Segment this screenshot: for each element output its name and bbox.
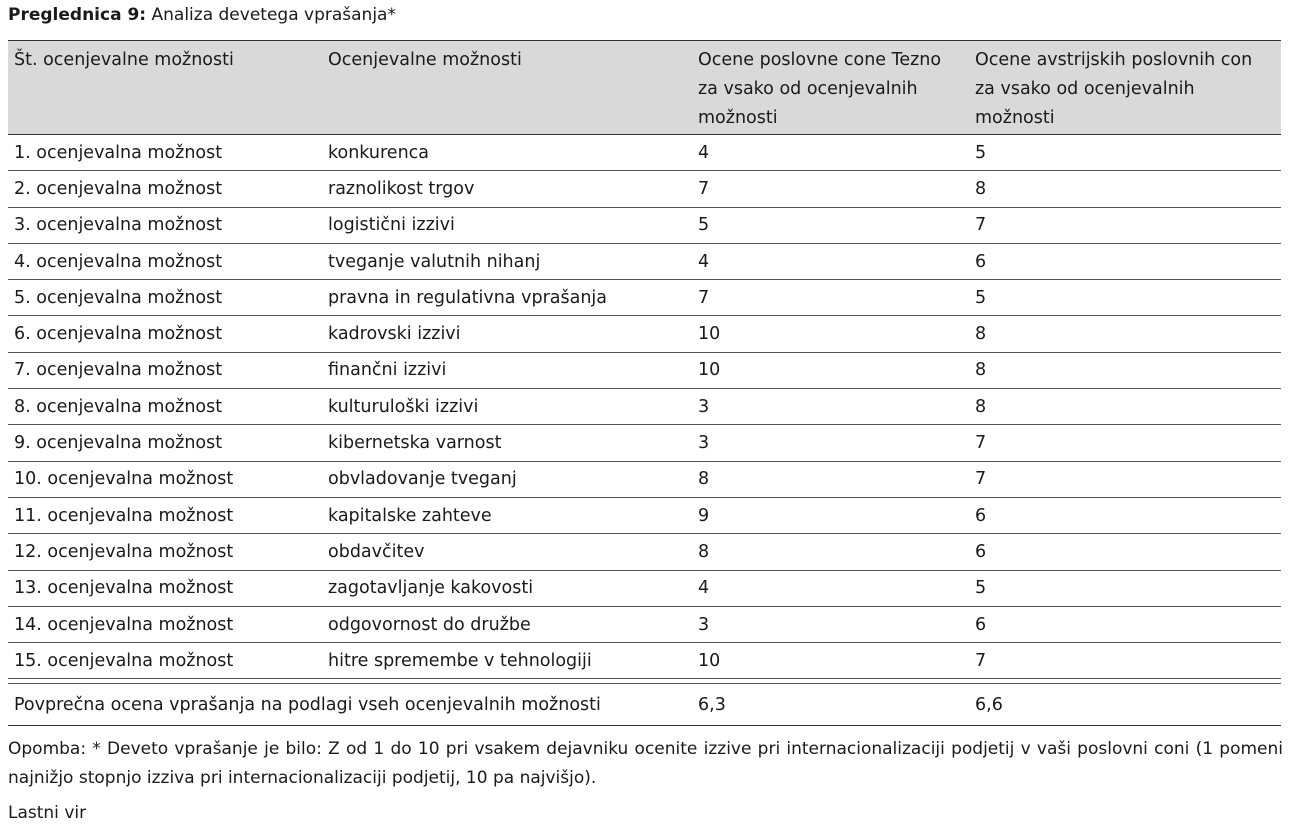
table-row: [8, 352, 1281, 388]
table-body: [8, 135, 1281, 726]
row-option: raznolikost trgov: [322, 171, 692, 207]
row-number: 7. ocenjevalna možnost: [8, 352, 322, 388]
caption-label: Preglednica 9:: [8, 5, 147, 25]
row-option: obdavčitev: [322, 534, 692, 570]
row-number: 9. ocenjevalna možnost: [8, 425, 322, 461]
row-number: 15. ocenjevalna možnost: [8, 643, 322, 679]
header-option: Ocenjevalne možnosti: [322, 41, 692, 135]
row-austria-score: 6: [969, 497, 1281, 533]
row-tezno-score: 9: [692, 497, 969, 533]
row-tezno-score: 3: [692, 425, 969, 461]
row-austria-score: 7: [969, 461, 1281, 497]
row-number: 1. ocenjevalna možnost: [8, 135, 322, 171]
row-austria-score: 8: [969, 389, 1281, 425]
table-row: [8, 570, 1281, 606]
row-option: zagotavljanje kakovosti: [322, 570, 692, 606]
table-row: [8, 207, 1281, 243]
row-tezno-score: 8: [692, 461, 969, 497]
row-tezno-score: 10: [692, 643, 969, 679]
row-option: logistični izzivi: [322, 207, 692, 243]
row-option: kapitalske zahteve: [322, 497, 692, 533]
row-option: pravna in regulativna vprašanja: [322, 280, 692, 316]
table-row: [8, 243, 1281, 279]
header-austria: Ocene avstrijskih poslovnih con za vsako od ocenjevalnih možnosti: [969, 41, 1281, 135]
row-austria-score: 8: [969, 352, 1281, 388]
row-option: finančni izzivi: [322, 352, 692, 388]
table-row: [8, 643, 1281, 679]
row-austria-score: 5: [969, 280, 1281, 316]
footnote: Opomba: * Deveto vprašanje je bilo: Z od 1 do 10 pri vsakem dejavniku ocenite izzive pri internacionalizaciji podjetij v vaši poslovni coni (1 pomeni najnižjo stopnjo izziva pri internacionalizaciji podjetij, 10 pa najvišjo).: [8, 739, 1283, 788]
row-tezno-score: 7: [692, 171, 969, 207]
row-austria-score: 8: [969, 171, 1281, 207]
row-austria-score: 6: [969, 534, 1281, 570]
row-austria-score: 5: [969, 570, 1281, 606]
row-austria-score: 6: [969, 243, 1281, 279]
row-option: obvladovanje tveganj: [322, 461, 692, 497]
caption-text: Analiza devetega vprašanja*: [151, 5, 396, 25]
row-number: 12. ocenjevalna možnost: [8, 534, 322, 570]
average-row: [8, 684, 1281, 726]
table-row: [8, 497, 1281, 533]
row-option: odgovornost do družbe: [322, 606, 692, 642]
table-caption: [8, 4, 396, 26]
row-option: tveganje valutnih nihanj: [322, 243, 692, 279]
header-row: [8, 41, 1281, 135]
row-number: 2. ocenjevalna možnost: [8, 171, 322, 207]
row-austria-score: 7: [969, 207, 1281, 243]
row-tezno-score: 4: [692, 135, 969, 171]
row-number: 13. ocenjevalna možnost: [8, 570, 322, 606]
row-tezno-score: 5: [692, 207, 969, 243]
table-row: [8, 425, 1281, 461]
row-austria-score: 7: [969, 425, 1281, 461]
row-austria-score: 5: [969, 135, 1281, 171]
data-table: [8, 40, 1281, 726]
header-tezno: Ocene poslovne cone Tezno za vsako od ocenjevalnih možnosti: [692, 41, 969, 135]
row-tezno-score: 4: [692, 243, 969, 279]
row-number: 10. ocenjevalna možnost: [8, 461, 322, 497]
row-number: 14. ocenjevalna možnost: [8, 606, 322, 642]
row-tezno-score: 4: [692, 570, 969, 606]
row-number: 11. ocenjevalna možnost: [8, 497, 322, 533]
table-row: [8, 606, 1281, 642]
table-row: [8, 135, 1281, 171]
source-line: Lastni vir: [8, 803, 87, 823]
row-austria-score: 8: [969, 316, 1281, 352]
row-number: 5. ocenjevalna možnost: [8, 280, 322, 316]
row-austria-score: 7: [969, 643, 1281, 679]
average-label: Povprečna ocena vprašanja na podlagi vseh ocenjevalnih možnosti: [8, 684, 692, 726]
row-number: 6. ocenjevalna možnost: [8, 316, 322, 352]
table-row: [8, 316, 1281, 352]
average-austria: 6,6: [969, 684, 1281, 726]
row-option: kulturuloški izzivi: [322, 389, 692, 425]
average-tezno: 6,3: [692, 684, 969, 726]
row-tezno-score: 7: [692, 280, 969, 316]
row-tezno-score: 8: [692, 534, 969, 570]
row-number: 4. ocenjevalna možnost: [8, 243, 322, 279]
table-row: [8, 461, 1281, 497]
row-tezno-score: 3: [692, 606, 969, 642]
row-option: konkurenca: [322, 135, 692, 171]
table-row: [8, 171, 1281, 207]
row-tezno-score: 10: [692, 352, 969, 388]
row-option: kibernetska varnost: [322, 425, 692, 461]
row-number: 8. ocenjevalna možnost: [8, 389, 322, 425]
header-number: Št. ocenjevalne možnosti: [8, 41, 322, 135]
table-row: [8, 534, 1281, 570]
row-tezno-score: 10: [692, 316, 969, 352]
row-number: 3. ocenjevalna možnost: [8, 207, 322, 243]
row-option: kadrovski izzivi: [322, 316, 692, 352]
row-tezno-score: 3: [692, 389, 969, 425]
row-austria-score: 6: [969, 606, 1281, 642]
row-option: hitre spremembe v tehnologiji: [322, 643, 692, 679]
table-row: [8, 280, 1281, 316]
table-row: [8, 389, 1281, 425]
